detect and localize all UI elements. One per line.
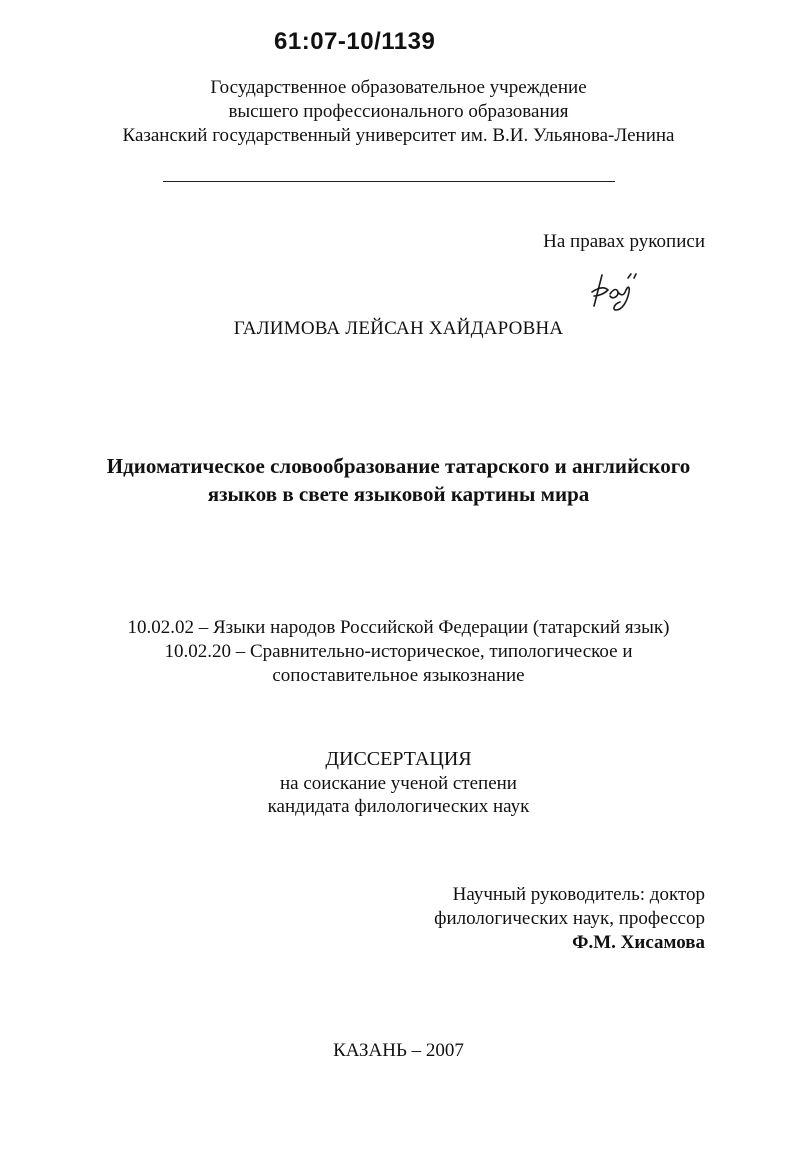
manuscript-note: На правах рукописи xyxy=(543,231,705,252)
supervisor-line-2: филологических наук, профессор xyxy=(434,908,705,929)
institution-line-2: высшего профессионального образования xyxy=(228,101,569,122)
institution-line-1: Государственное образовательное учреждение xyxy=(210,77,587,98)
dissertation-line-1: на соискание ученой степени xyxy=(280,773,517,794)
dissertation-block xyxy=(0,746,797,818)
thesis-title xyxy=(0,452,797,508)
specialty-line-3: сопоставительное языкознание xyxy=(272,665,525,686)
specialty-codes xyxy=(0,616,797,688)
institution-line-3: Казанский государственный университет им. В.И. Ульянова-Ленина xyxy=(122,125,675,146)
thesis-title-line-1: Идиоматическое словообразование татарского и английского xyxy=(106,454,691,478)
handwritten-signature xyxy=(588,266,648,314)
dissertation-line-2: кандидата филологических наук xyxy=(267,796,530,817)
city-year: КАЗАНЬ – 2007 xyxy=(333,1040,464,1061)
thesis-title-line-2: языков в свете языковой картины мира xyxy=(207,482,590,506)
dissertation-heading: ДИССЕРТАЦИЯ xyxy=(325,748,472,770)
supervisor-block xyxy=(434,883,705,955)
supervisor-line-1: Научный руководитель: доктор xyxy=(452,884,705,905)
author-name: ГАЛИМОВА ЛЕЙСАН ХАЙДАРОВНА xyxy=(233,318,564,339)
header-divider xyxy=(163,181,615,182)
specialty-line-2: 10.02.20 – Сравнительно-историческое, типологическое и xyxy=(164,641,633,662)
catalog-number: 61:07-10/1139 xyxy=(274,28,436,55)
specialty-line-1: 10.02.02 – Языки народов Российской Федерации (татарский язык) xyxy=(127,617,670,638)
institution-header xyxy=(0,76,797,148)
supervisor-name: Ф.М. Хисамова xyxy=(572,932,705,953)
